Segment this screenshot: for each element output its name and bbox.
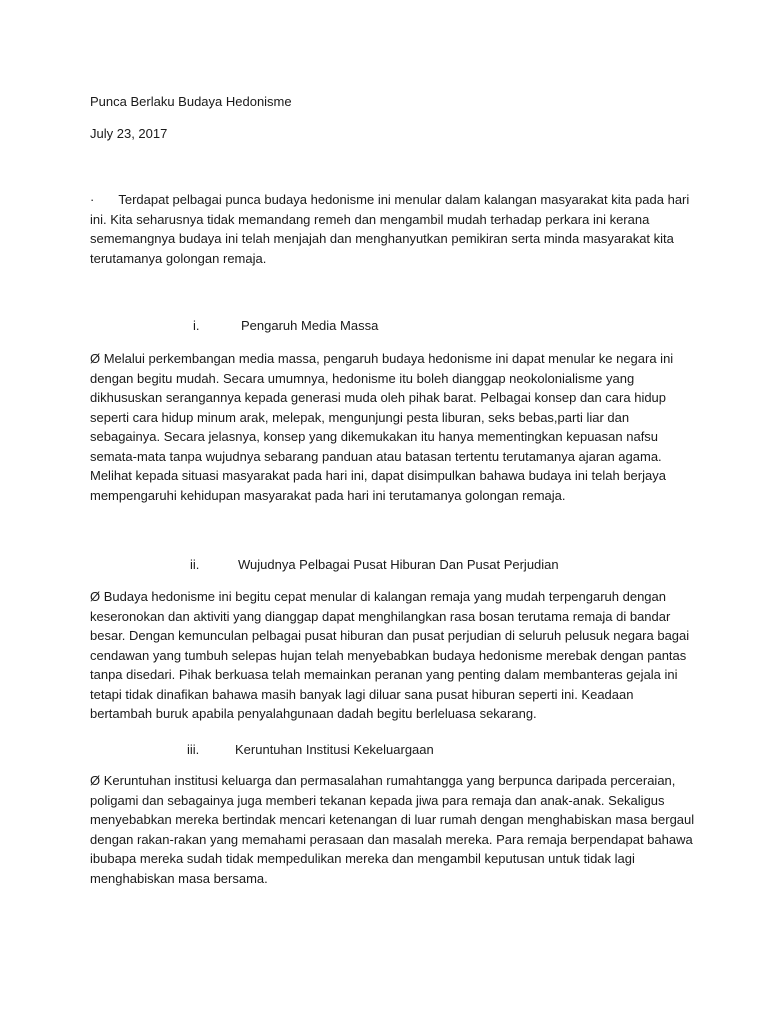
document-title: Punca Berlaku Budaya Hedonisme <box>90 94 292 109</box>
paragraph-line: dengan rakan-rakan yang memahami perasaan dan masalah mereka. Para remaja berpendapat bahawa <box>90 831 693 847</box>
paragraph-line: bertambah buruk apabila penyalahgunaan dadah begitu berleluasa sekarang. <box>90 706 537 721</box>
paragraph-line: Ø Melalui perkembangan media massa, pengaruh budaya hedonisme ini dapat menular ke negara ini <box>90 351 674 366</box>
section-number: ii. <box>190 557 200 572</box>
paragraph-line: keseronokan dan aktiviti yang dianggap dapat menghilangkan rasa bosan terutama remaja di bandar <box>90 608 671 624</box>
section-number: iii. <box>187 742 200 757</box>
paragraph-line: seperti cara hidup minum arak, melepak, mengunjungi pesta liburan, seks bebas,parti liar dan <box>90 409 630 425</box>
intro-paragraph <box>90 190 710 268</box>
paragraph-line: besar. Dengan kemunculan pelbagai pusat hiburan dan pusat perjudian di seluruh pelusuk negara bagai <box>90 628 690 643</box>
section-paragraph <box>90 349 710 505</box>
paragraph-line: tanpa disedari. Pihak berkuasa telah memainkan peranan yang penting dalam membanteras gejala ini <box>90 667 678 682</box>
section-heading-text: Pengaruh Media Massa <box>241 318 379 333</box>
document-date: July 23, 2017 <box>90 126 168 141</box>
paragraph-line: poligami dan sebagainya juga memberi tekanan kepada jiwa para remaja dan anak-anak. Sekaligus <box>90 792 665 808</box>
intro-line: ini. Kita seharusnya tidak memandang remeh dan mengambil mudah terhadap perkara ini kerana <box>90 211 650 227</box>
paragraph-line: dengan begitu mudah. Secara umumnya, hedonisme itu boleh dianggap neokolonialisme yang <box>90 370 635 386</box>
paragraph-line: ibubapa mereka sudah tidak mempedulikan mereka dan mengambil keputusan untuk tidak lagi <box>90 851 635 866</box>
paragraph-line: semata-mata tanpa wujudnya sebarang panduan atau batasan tertentu terutamanya ajaran agama. <box>90 448 662 464</box>
paragraph-line: dikhususkan serangannya kepada generasi muda oleh pihak barat. Pelbagai konsep dan cara hidup <box>90 390 667 405</box>
section-paragraph <box>90 587 710 724</box>
paragraph-line: Melihat kepada situasi masyarakat pada hari ini, dapat disimpulkan bahawa budaya ini telah berjaya <box>90 468 666 483</box>
paragraph-line: sebagainya. Secara jelasnya, konsep yang dikemukakan itu hanya mementingkan kepuasan nafsu <box>90 429 659 444</box>
paragraph-line: Ø Keruntuhan institusi keluarga dan permasalahan rumahtangga yang berpunca daripada perceraian, <box>90 773 676 788</box>
paragraph-line: tetapi tidak dinafikan bahawa masih banyak lagi diluar sana pusat hiburan seperti ini. Keadaan <box>90 686 634 702</box>
intro-line: sememangnya budaya ini telah menjajah dan menghanyutkan pemikiran serta minda masyarakat kita <box>90 231 674 246</box>
bullet-marker: · <box>90 192 95 207</box>
paragraph-line: Ø Budaya hedonisme ini begitu cepat menular di kalangan remaja yang mudah terpengaruh dengan <box>90 589 666 604</box>
intro-line: · Terdapat pelbagai punca budaya hedonisme ini menular dalam kalangan masyarakat kita pada hari <box>90 192 690 207</box>
section-paragraph <box>90 771 710 888</box>
paragraph-line: mempengaruhi kehidupan masyarakat pada hari ini terutamanya golongan remaja. <box>90 487 566 503</box>
paragraph-line: menghabiskan masa bersama. <box>90 870 268 886</box>
section-heading-text: Keruntuhan Institusi Kekeluargaan <box>235 742 434 757</box>
intro-line: terutamanya golongan remaja. <box>90 250 267 266</box>
section-number: i. <box>193 318 200 333</box>
paragraph-line: cendawan yang tumbuh selepas hujan telah menyebabkan budaya hedonisme merebak dengan pantas <box>90 647 687 663</box>
section-heading-text: Wujudnya Pelbagai Pusat Hiburan Dan Pusat Perjudian <box>238 557 559 572</box>
paragraph-line: menyebabkan mereka bertindak mencari ketenangan di luar rumah dengan menghabiskan masa bergaul <box>90 812 695 827</box>
